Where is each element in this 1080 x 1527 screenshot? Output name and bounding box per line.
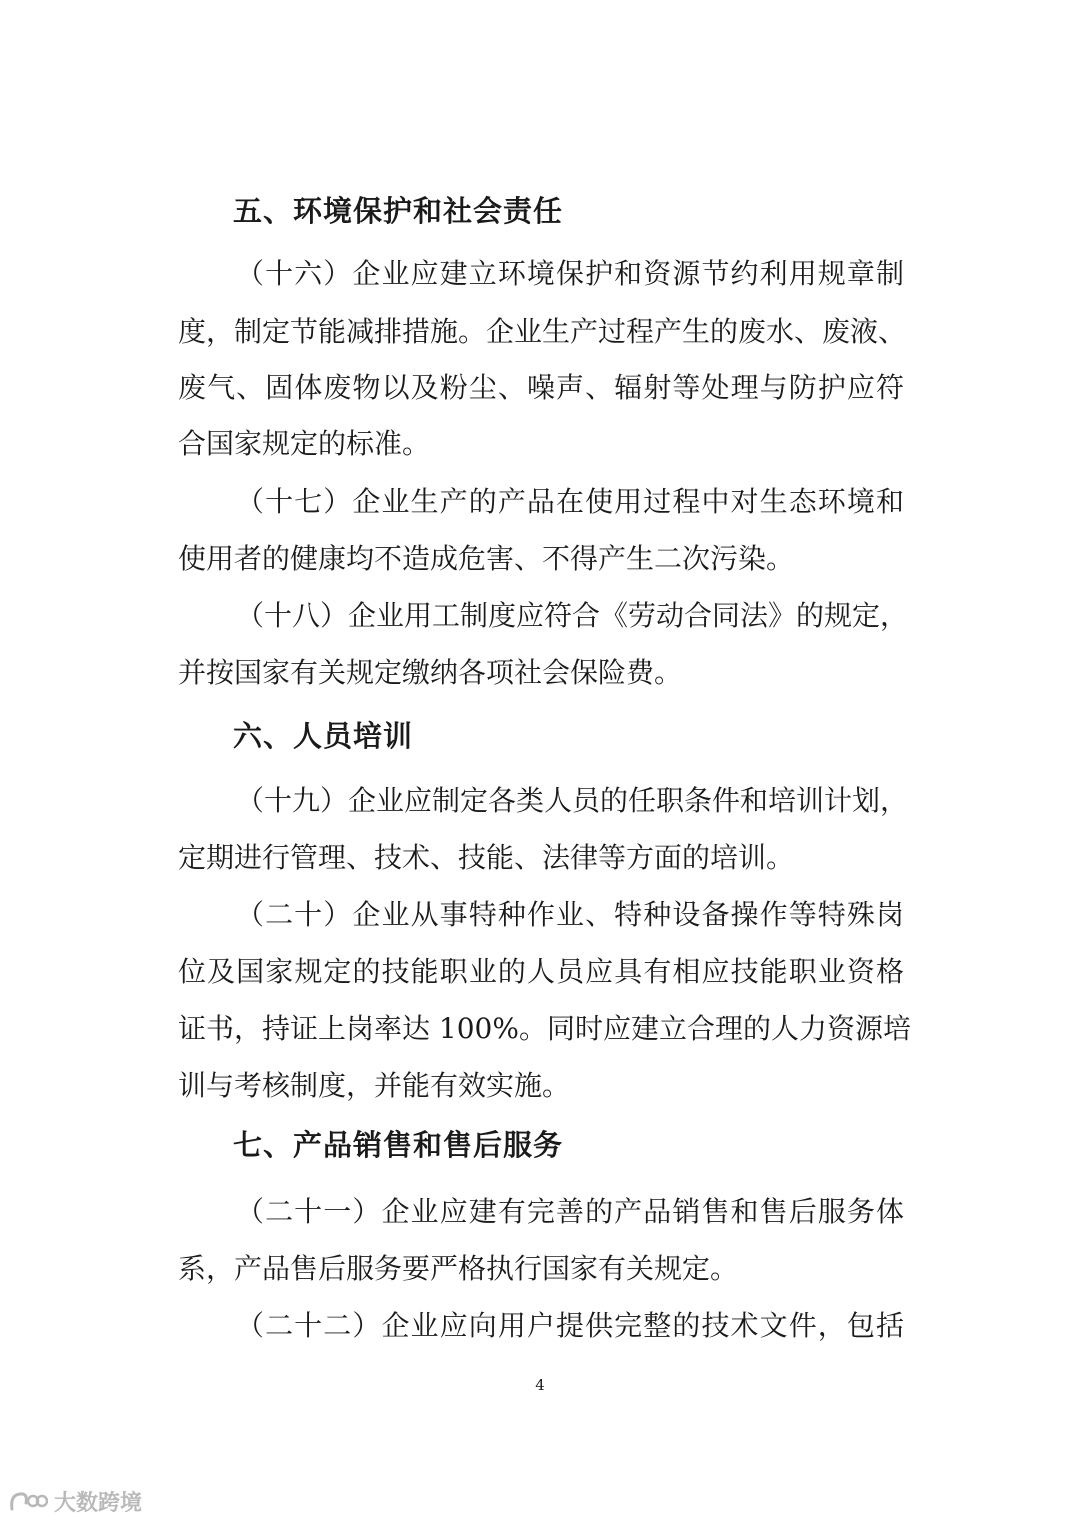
paragraph-20-line-1: （二十）企业从事特种作业、特种设备操作等特殊岗 (236, 898, 904, 931)
section-heading-7: 七、产品销售和售后服务 (233, 1128, 564, 1162)
brand-logo-icon (8, 1489, 48, 1515)
paragraph-16-line-3: 废气、固体废物以及粉尘、噪声、辐射等处理与防护应符 (178, 371, 904, 404)
paragraph-18-line-1: （十八）企业用工制度应符合《劳动合同法》的规定， (236, 599, 909, 632)
page-number: 4 (535, 1376, 545, 1394)
section-heading-6: 六、人员培训 (233, 719, 414, 753)
paragraph-20-line-3: 证书，持证上岗率达 100%。同时应建立合理的人力资源培 (178, 1012, 911, 1045)
paragraph-16-line-1: （十六）企业应建立环境保护和资源节约利用规章制 (236, 257, 904, 290)
paragraph-20-line-4: 训与考核制度，并能有效实施。 (178, 1069, 571, 1102)
paragraph-22-line-1: （二十二）企业应向用户提供完整的技术文件，包括 (236, 1309, 904, 1342)
paragraph-17-line-2: 使用者的健康均不造成危害、不得产生二次污染。 (178, 542, 795, 575)
paragraph-21-line-1: （二十一）企业应建有完善的产品销售和售后服务体 (236, 1195, 904, 1228)
watermark (8, 1486, 142, 1517)
section-heading-5: 五、环境保护和社会责任 (233, 194, 564, 228)
paragraph-18-line-2: 并按国家有关规定缴纳各项社会保险费。 (178, 656, 683, 689)
paragraph-16-line-2: 度，制定节能减排措施。企业生产过程产生的废水、废液、 (178, 315, 907, 348)
paragraph-21-line-2: 系，产品售后服务要严格执行国家有关规定。 (178, 1252, 739, 1285)
paragraph-16-line-4: 合国家规定的标准。 (178, 427, 431, 460)
paragraph-19-line-2: 定期进行管理、技术、技能、法律等方面的培训。 (178, 841, 795, 874)
watermark-text: 大数跨境 (54, 1491, 143, 1516)
paragraph-19-line-1: （十九）企业应制定各类人员的任职条件和培训计划， (236, 784, 909, 817)
paragraph-17-line-1: （十七）企业生产的产品在使用过程中对生态环境和 (236, 485, 904, 518)
paragraph-20-line-2: 位及国家规定的技能职业的人员应具有相应技能职业资格 (178, 955, 904, 988)
